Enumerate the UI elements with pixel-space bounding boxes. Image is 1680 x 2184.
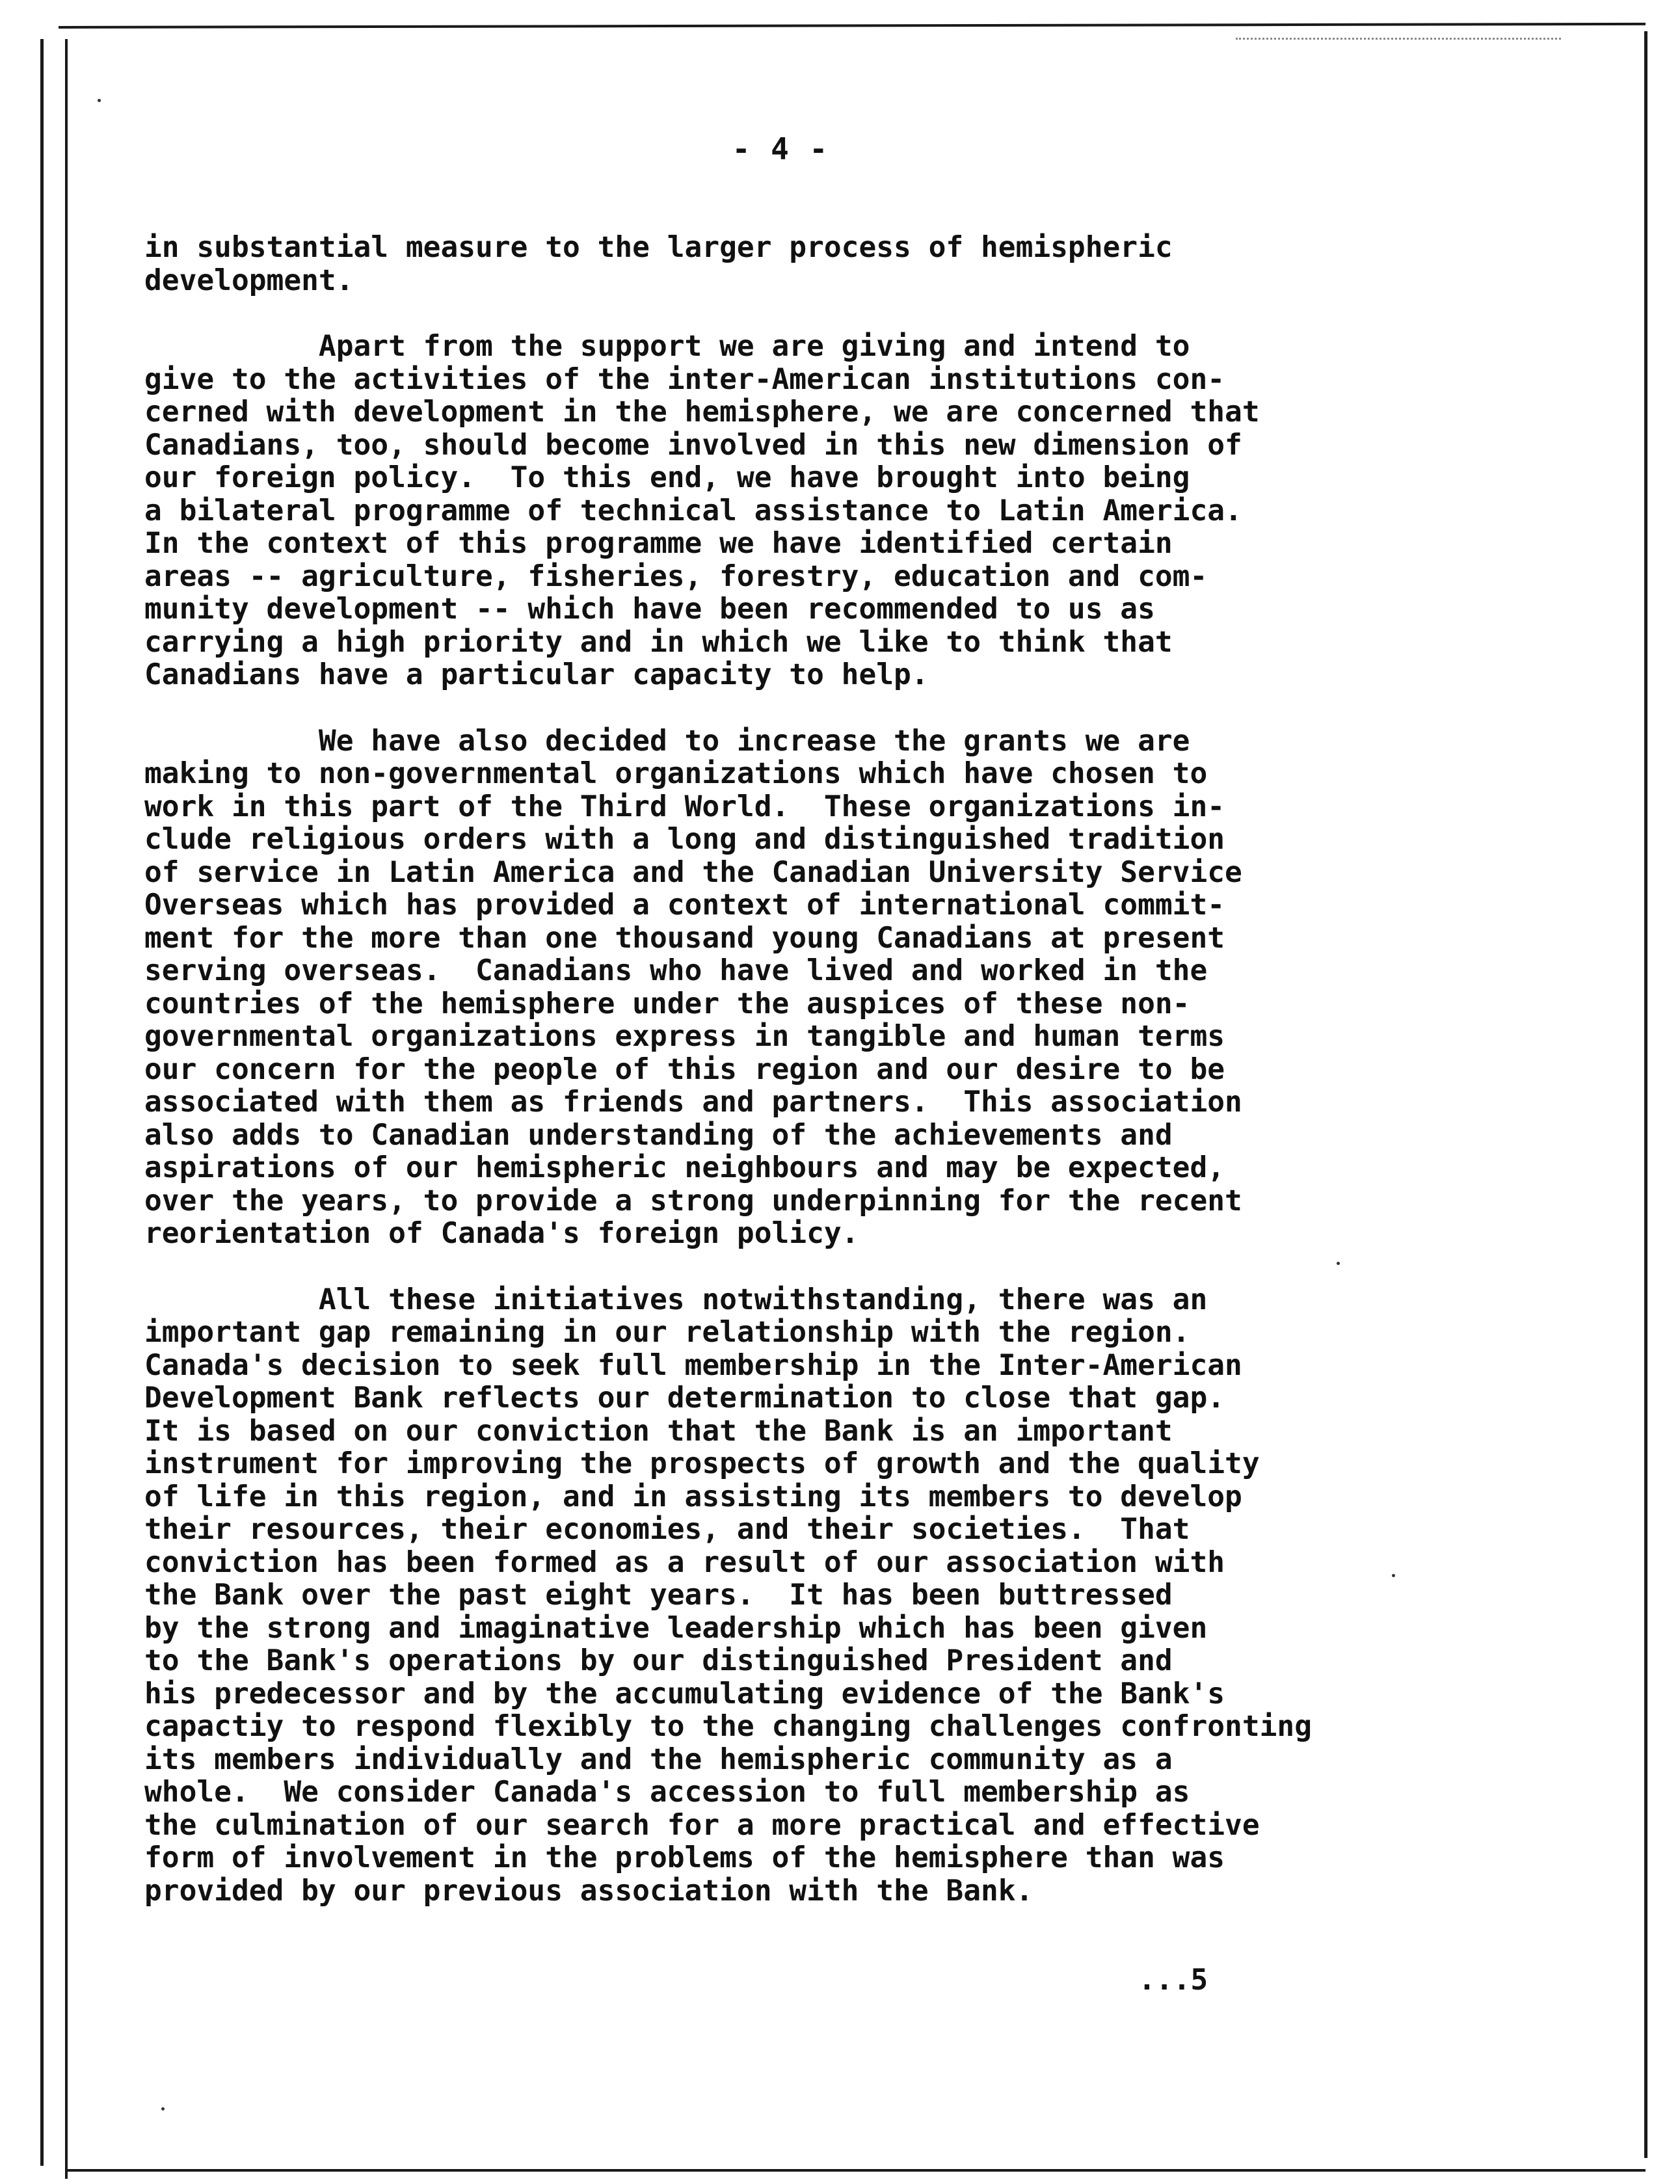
text-line: Canadians, too, should become involved in this new dimension of [144, 428, 1242, 462]
page-number: - 4 - [732, 131, 829, 166]
text-line: its members individually and the hemispheric community as a [144, 1742, 1173, 1776]
text-line: clude religious orders with a long and distinguished tradition [144, 823, 1225, 856]
text-line: It is based on our conviction that the Bank is an important [144, 1414, 1173, 1448]
text-line: work in this part of the Third World. These organizations in- [144, 790, 1225, 823]
text-line: areas -- agriculture, fisheries, forestry, education and com- [144, 559, 1208, 593]
text-line: reorientation of Canada's foreign policy. [144, 1217, 859, 1250]
text-line: munity development -- which have been recommended to us as [144, 593, 1155, 626]
text-line: form of involvement in the problems of the hemisphere than was [144, 1841, 1225, 1874]
continued-marker: ...5 [1138, 1964, 1208, 1997]
text-line: Apart from the support we are giving and intend to [144, 330, 1190, 363]
text-line: conviction has been formed as a result of our association with [144, 1545, 1225, 1579]
paragraph-4 [144, 1284, 1562, 1908]
text-line: All these initiatives notwithstanding, there was an [144, 1283, 1208, 1316]
text-line: his predecessor and by the accumulating evidence of the Bank's [144, 1677, 1225, 1711]
document-body [144, 232, 1562, 1941]
text-line: give to the activities of the inter-American institutions con- [144, 362, 1225, 396]
text-line: Canadians have a particular capacity to help. [144, 658, 929, 691]
text-line: ment for the more than one thousand young Canadians at present [144, 921, 1225, 955]
text-line: over the years, to provide a strong underpinning for the recent [144, 1184, 1242, 1218]
scan-speck [161, 2107, 165, 2111]
text-line: making to non-governmental organizations which have chosen to [144, 757, 1208, 790]
page-edge-right [1644, 31, 1647, 2158]
text-line: governmental organizations express in tangible and human terms [144, 1020, 1225, 1053]
text-line: provided by our previous association with the Bank. [144, 1874, 1033, 1908]
page-edge-top-dotted [1236, 38, 1561, 40]
text-line: the Bank over the past eight years. It has been buttressed [144, 1578, 1173, 1612]
text-line: We have also decided to increase the grants we are [144, 724, 1190, 758]
text-line: in substantial measure to the larger process of hemispheric [144, 231, 1173, 264]
text-line: Development Bank reflects our determination to close that gap. [144, 1381, 1225, 1415]
text-line: their resources, their economies, and their societies. That [144, 1513, 1190, 1546]
scan-speck [98, 99, 101, 102]
text-line: of life in this region, and in assisting its members to develop [144, 1480, 1242, 1513]
text-line: associated with them as friends and partners. This association [144, 1085, 1242, 1119]
paragraph-2 [144, 330, 1562, 692]
text-line: carrying a high priority and in which we like to think that [144, 625, 1173, 659]
paragraph-1 [144, 232, 1562, 297]
text-line: Canada's decision to seek full membership in the Inter-American [144, 1348, 1242, 1382]
text-line: our foreign policy. To this end, we have brought into being [144, 461, 1190, 494]
text-line: important gap remaining in our relationship with the region. [144, 1316, 1190, 1349]
text-line: to the Bank's operations by our distinguished President and [144, 1644, 1173, 1677]
binder-edge-left-inner [65, 39, 68, 2179]
text-line: cerned with development in the hemisphere, we are concerned that [144, 395, 1260, 429]
text-line: instrument for improving the prospects of growth and the quality [144, 1447, 1260, 1480]
text-line: our concern for the people of this region and our desire to be [144, 1052, 1225, 1086]
text-line: development. [144, 263, 354, 297]
text-line: whole. We consider Canada's accession to full membership as [144, 1776, 1190, 1809]
text-line: by the strong and imaginative leadership which has been given [144, 1611, 1208, 1645]
page-edge-top [59, 23, 1646, 29]
text-line: aspirations of our hemispheric neighbours and may be expected, [144, 1151, 1225, 1184]
text-line: of service in Latin America and the Canadian University Service [144, 855, 1242, 889]
binder-edge-left-outer [40, 39, 44, 2166]
text-line: also adds to Canadian understanding of the achievements and [144, 1118, 1173, 1152]
text-line: serving overseas. Canadians who have lived and worked in the [144, 954, 1208, 987]
text-line: capactiy to respond flexibly to the changing challenges confronting [144, 1710, 1313, 1743]
text-line: a bilateral programme of technical assistance to Latin America. [144, 494, 1242, 527]
text-line: countries of the hemisphere under the auspices of these non- [144, 987, 1190, 1020]
text-line: the culmination of our search for a more practical and effective [144, 1808, 1260, 1842]
paragraph-3 [144, 725, 1562, 1251]
text-line: Overseas which has provided a context of international commit- [144, 888, 1225, 922]
text-line: In the context of this programme we have identified certain [144, 527, 1173, 560]
page-edge-bottom [65, 2169, 1646, 2172]
